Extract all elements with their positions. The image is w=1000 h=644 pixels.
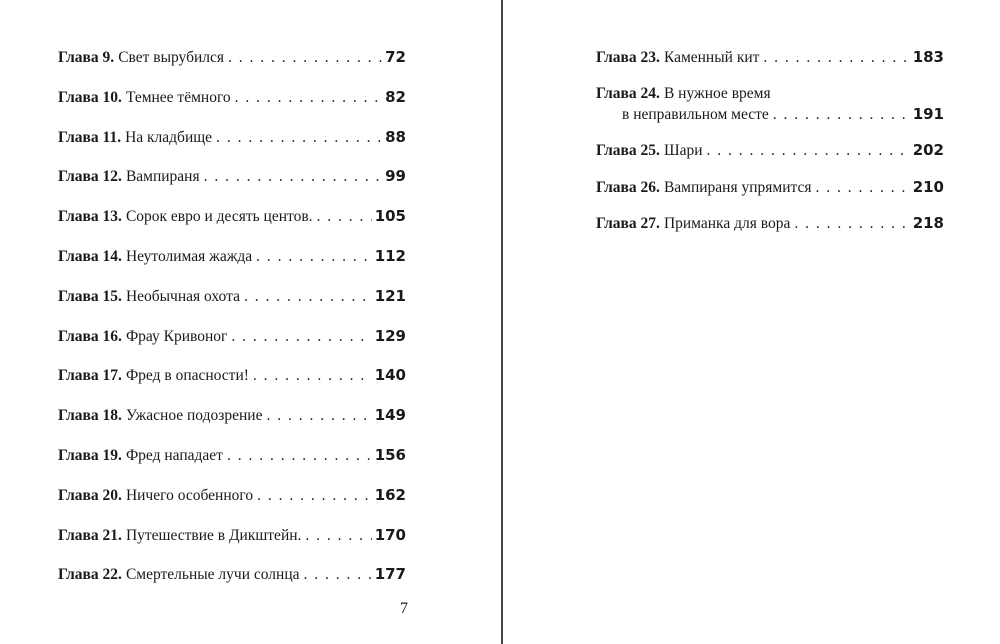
chapter-title: Смертельные лучи солнца: [125, 566, 300, 584]
chapter-label: Глава 12.: [58, 168, 122, 186]
chapter-label: Глава 16.: [58, 327, 122, 345]
page-ref: 218: [912, 214, 944, 232]
chapter-label: Глава 14.: [58, 247, 122, 265]
toc-entry: [58, 365, 406, 405]
page-ref: 170: [374, 525, 406, 544]
chapter-title: Вампираня упрямится: [663, 178, 812, 196]
chapter-title: Фрау Кривоног: [125, 327, 228, 345]
toc-entry: [596, 84, 944, 125]
page-ref: 112: [374, 246, 406, 265]
leader-dots: [200, 167, 383, 187]
page-ref: 191: [912, 104, 944, 123]
chapter-label: Глава 9.: [58, 49, 115, 66]
toc-entry: [596, 47, 944, 68]
chapter-label: Глава 13.: [58, 208, 122, 226]
chapter-label: Глава 21.: [58, 526, 122, 544]
chapter-label: Глава 27.: [596, 215, 660, 232]
chapter-title: Каменный кит: [663, 49, 760, 66]
chapter-label: Глава 19.: [58, 446, 122, 464]
leader-dots: [227, 327, 371, 347]
toc-entry: [596, 213, 944, 234]
chapter-title: Приманка для вора: [663, 215, 791, 232]
chapter-title: Вампираня: [125, 168, 200, 186]
page-ref: 129: [374, 326, 406, 345]
leader-dots: [240, 287, 372, 307]
toc-entry: [58, 564, 406, 604]
table-of-contents-right: [596, 47, 944, 250]
leader-dots: [811, 178, 909, 198]
page-ref: 99: [385, 167, 406, 186]
toc-entry: [58, 87, 406, 127]
chapter-label: Глава 22.: [58, 566, 122, 584]
leader-dots: [301, 526, 371, 546]
leader-dots: [759, 48, 909, 68]
page-ref: 183: [912, 48, 944, 66]
leader-dots: [262, 406, 371, 426]
page-ref: 162: [374, 485, 406, 504]
toc-entry: [58, 286, 406, 326]
leader-dots: [252, 247, 372, 267]
chapter-title: Сорок евро и десять центов.: [125, 208, 313, 226]
toc-entry: [58, 166, 406, 206]
chapter-label: Глава 23.: [596, 49, 660, 66]
page-ref: 177: [374, 565, 406, 584]
chapter-label: Глава 10.: [58, 88, 122, 106]
chapter-label: Глава 11.: [58, 128, 122, 146]
leader-dots: [212, 128, 382, 148]
toc-entry: [58, 127, 406, 167]
chapter-label: Глава 18.: [58, 407, 122, 425]
chapter-title: На кладбище: [125, 128, 213, 146]
chapter-label: Глава 25.: [596, 142, 660, 159]
page-ref: 88: [385, 127, 406, 146]
page-ref: 72: [385, 48, 406, 66]
chapter-title: Фред нападает: [125, 446, 223, 464]
chapter-title-continuation: в неправильном месте: [622, 105, 769, 123]
chapter-title: Фред в опасности!: [125, 367, 249, 385]
chapter-label: Глава 24.: [596, 84, 660, 102]
leader-dots: [253, 486, 372, 506]
page-ref: 105: [374, 207, 406, 226]
toc-entry: [58, 445, 406, 485]
toc-entry: [58, 405, 406, 445]
page-ref: 149: [374, 406, 406, 425]
leader-dots: [703, 141, 910, 161]
page-ref: 202: [912, 141, 944, 159]
page-number: 7: [400, 600, 408, 617]
toc-entry: [596, 140, 944, 161]
chapter-label: Глава 26.: [596, 178, 660, 196]
toc-entry: [58, 206, 406, 246]
chapter-title: Темнее тёмного: [125, 88, 231, 106]
leader-dots: [769, 105, 910, 125]
page-ref: 140: [374, 366, 406, 385]
toc-entry: [58, 485, 406, 525]
chapter-title: Ничего особенного: [125, 486, 254, 504]
toc-entry: [58, 525, 406, 565]
leader-dots: [249, 366, 372, 386]
page-ref: 156: [374, 445, 406, 464]
leader-dots: [223, 446, 372, 466]
table-of-contents-left: [58, 47, 406, 604]
chapter-title: Путешествие в Дикштейн.: [125, 526, 302, 544]
page-ref: 82: [385, 87, 406, 106]
chapter-label: Глава 20.: [58, 486, 122, 504]
leader-dots: [313, 207, 372, 227]
chapter-title: Свет вырубился: [118, 49, 225, 66]
leader-dots: [224, 48, 382, 68]
toc-entry: [58, 47, 406, 87]
chapter-title: Необычная охота: [125, 287, 240, 305]
chapter-label: Глава 15.: [58, 287, 122, 305]
leader-dots: [790, 214, 909, 234]
page-ref: 121: [374, 286, 406, 305]
page-ref: 210: [912, 177, 944, 196]
right-page: [503, 0, 1000, 644]
toc-entry: [596, 177, 944, 198]
chapter-title: В нужное время: [663, 84, 771, 102]
leader-dots: [231, 88, 382, 108]
toc-entry: [58, 246, 406, 286]
leader-dots: [300, 565, 372, 585]
chapter-title: Шари: [663, 142, 703, 159]
chapter-title: Ужасное подозрение: [125, 407, 263, 425]
toc-entry: [58, 326, 406, 366]
chapter-title: Неутолимая жажда: [125, 247, 253, 265]
chapter-label: Глава 17.: [58, 367, 122, 385]
